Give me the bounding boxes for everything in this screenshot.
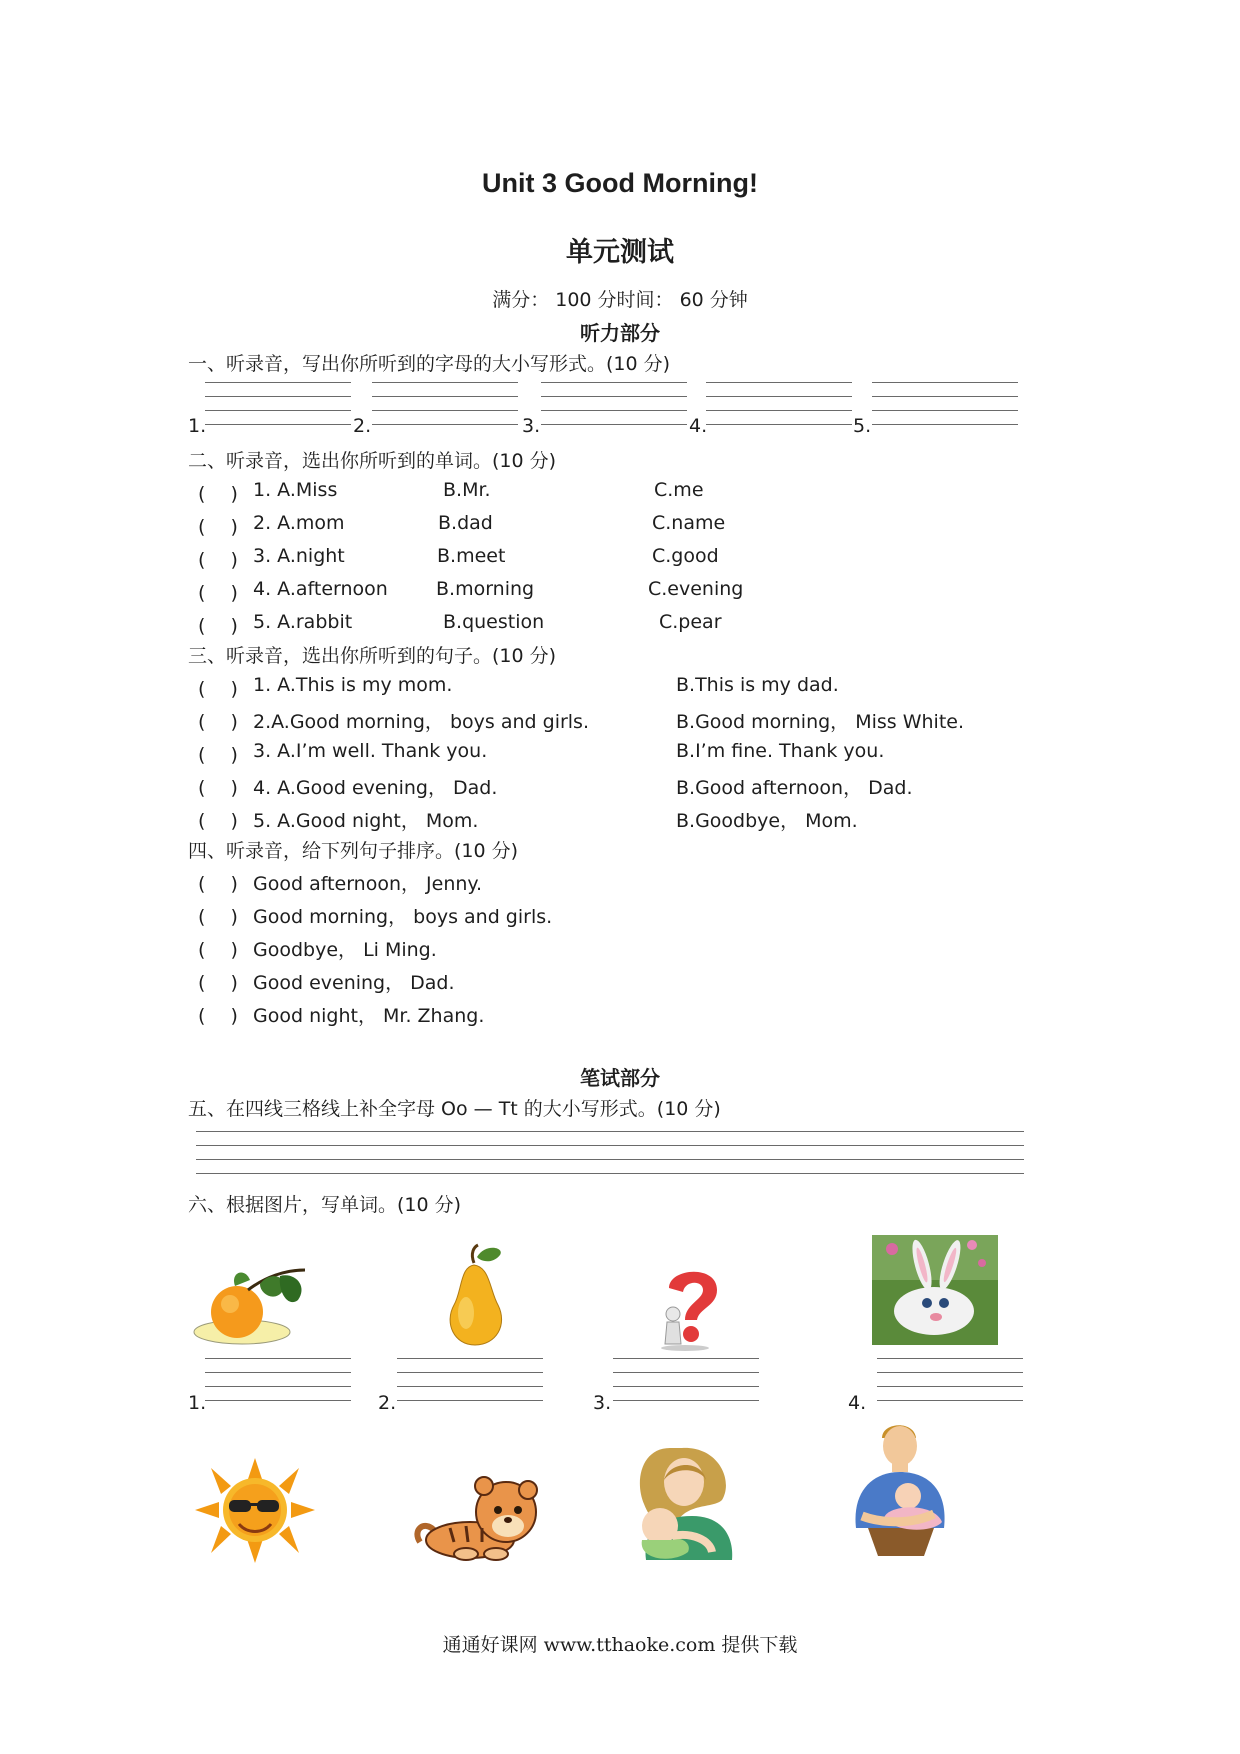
option-c: C.me: [654, 479, 704, 501]
sentence-option-a: 4. A.Good evening， Dad.: [253, 777, 498, 799]
answer-bracket[interactable]: ( ): [198, 810, 238, 832]
score-info: 满分： 100 分时间： 60 分钟: [492, 289, 748, 311]
sentence-option-a: 1. A.This is my mom.: [253, 674, 453, 696]
option-b: B.dad: [438, 512, 493, 534]
answer-bracket[interactable]: ( ): [198, 777, 238, 799]
order-bracket[interactable]: ( ): [198, 939, 238, 961]
item-number: 5.: [853, 415, 872, 437]
answer-bracket[interactable]: ( ): [198, 615, 238, 637]
letter-writing-lines[interactable]: [541, 382, 687, 428]
section4-heading: 四、听录音，给下列句子排序。(10 分): [188, 840, 519, 862]
order-sentence: Good morning， boys and girls.: [253, 906, 553, 928]
sentence-option-a: 5. A.Good night， Mom.: [253, 810, 479, 832]
option-a: 5. A.rabbit: [253, 611, 353, 633]
word-writing-lines[interactable]: [877, 1358, 1023, 1404]
item-number: 2.: [378, 1392, 397, 1414]
orange-picture: [190, 1262, 315, 1347]
test-subtitle: 单元测试: [566, 237, 674, 268]
order-bracket[interactable]: ( ): [198, 906, 238, 928]
mother-baby-picture: [622, 1440, 740, 1565]
option-b: B.meet: [437, 545, 506, 567]
item-number: 3.: [593, 1392, 612, 1414]
answer-bracket[interactable]: ( ): [198, 678, 238, 700]
item-number: 2.: [353, 415, 372, 437]
unit-title: Unit 3 Good Morning!: [482, 168, 758, 198]
letter-writing-lines[interactable]: [205, 382, 351, 428]
sentence-option-b: B.Goodbye， Mom.: [676, 810, 858, 832]
footer-credit: 通通好课网 www.tthaoke.com 提供下载: [442, 1634, 798, 1656]
option-b: B.morning: [436, 578, 535, 600]
tiger-picture: [410, 1470, 545, 1562]
letter-writing-lines[interactable]: [372, 382, 518, 428]
four-line-grid[interactable]: [196, 1131, 1024, 1177]
option-b: B.question: [443, 611, 545, 633]
section2-heading: 二、听录音，选出你所听到的单词。(10 分): [188, 450, 557, 472]
listening-heading: 听力部分: [580, 321, 660, 345]
item-number: 1.: [188, 1392, 207, 1414]
option-a: 4. A.afternoon: [253, 578, 388, 600]
sentence-option-b: B.Good morning， Miss White.: [676, 711, 965, 733]
item-number: 3.: [522, 415, 541, 437]
sentence-option-a: 2.A.Good morning， boys and girls.: [253, 711, 589, 733]
writing-heading: 笔试部分: [580, 1066, 660, 1090]
section5-heading: 五、在四线三格线上补全字母 Oo — Tt 的大小写形式。(10 分): [188, 1098, 721, 1120]
answer-bracket[interactable]: ( ): [198, 582, 238, 604]
sentence-option-b: B.I’m fine. Thank you.: [676, 740, 885, 762]
answer-bracket[interactable]: ( ): [198, 711, 238, 733]
option-c: C.good: [652, 545, 719, 567]
order-sentence: Good evening， Dad.: [253, 972, 455, 994]
pear-picture: [430, 1243, 520, 1348]
word-writing-lines[interactable]: [613, 1358, 759, 1404]
order-sentence: Goodbye， Li Ming.: [253, 939, 437, 961]
section1-heading: 一、听录音，写出你所听到的字母的大小写形式。(10 分): [188, 353, 671, 375]
section3-heading: 三、听录音，选出你所听到的句子。(10 分): [188, 645, 557, 667]
option-a: 1. A.Miss: [253, 479, 338, 501]
option-c: C.evening: [648, 578, 744, 600]
order-bracket[interactable]: ( ): [198, 873, 238, 895]
letter-writing-lines[interactable]: [872, 382, 1018, 428]
word-writing-lines[interactable]: [205, 1358, 351, 1404]
rabbit-picture: [872, 1235, 998, 1345]
sentence-option-a: 3. A.I’m well. Thank you.: [253, 740, 488, 762]
sentence-option-b: B.Good afternoon， Dad.: [676, 777, 913, 799]
option-b: B.Mr.: [443, 479, 491, 501]
sentence-option-b: B.This is my dad.: [676, 674, 839, 696]
answer-bracket[interactable]: ( ): [198, 549, 238, 571]
order-bracket[interactable]: ( ): [198, 972, 238, 994]
sun-picture: [195, 1458, 315, 1563]
option-a: 3. A.night: [253, 545, 345, 567]
option-c: C.name: [652, 512, 726, 534]
word-writing-lines[interactable]: [397, 1358, 543, 1404]
order-bracket[interactable]: ( ): [198, 1005, 238, 1027]
answer-bracket[interactable]: ( ): [198, 744, 238, 766]
answer-bracket[interactable]: ( ): [198, 516, 238, 538]
order-sentence: Good afternoon， Jenny.: [253, 873, 483, 895]
letter-writing-lines[interactable]: [706, 382, 852, 428]
father-baby-picture: [838, 1418, 960, 1558]
item-number: 4.: [689, 415, 708, 437]
order-sentence: Good night， Mr. Zhang.: [253, 1005, 485, 1027]
section6-heading: 六、根据图片，写单词。(10 分): [188, 1194, 462, 1216]
question-mark-picture: [655, 1262, 735, 1352]
option-c: C.pear: [659, 611, 722, 633]
item-number: 1.: [188, 415, 207, 437]
answer-bracket[interactable]: ( ): [198, 483, 238, 505]
item-number: 4.: [848, 1392, 867, 1414]
option-a: 2. A.mom: [253, 512, 345, 534]
